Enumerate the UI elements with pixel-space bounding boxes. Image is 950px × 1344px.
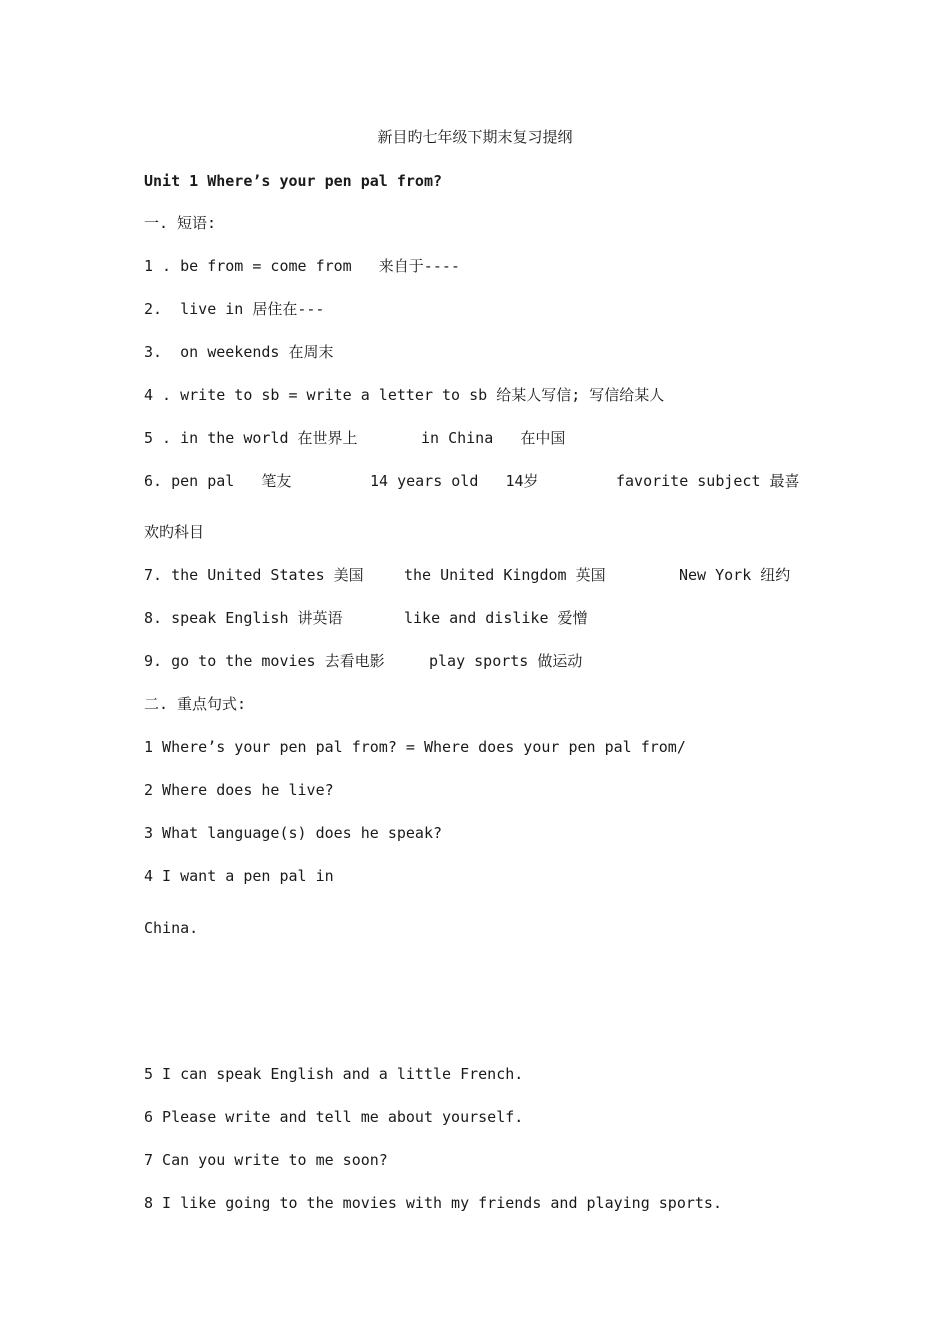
phrase-6-continued: 欢旳科目 xyxy=(144,523,205,541)
unit-heading: Unit 1 Where’s your pen pal from? xyxy=(144,172,443,190)
phrase-2: 2. live in 居住在--- xyxy=(144,300,325,318)
sentence-7: 7 Can you write to me soon? xyxy=(144,1151,388,1169)
phrase-9-b: play sports 做运动 xyxy=(429,652,583,670)
phrase-6-b: 14 years old 14岁 xyxy=(370,472,539,490)
section2-heading: 二. 重点句式: xyxy=(144,695,247,713)
sentence-2: 2 Where does he live? xyxy=(144,781,334,799)
sentence-8: 8 I like going to the movies with my friends and playing sports. xyxy=(144,1194,722,1212)
phrase-6-c: favorite subject 最喜 xyxy=(616,472,800,490)
phrase-7-a: 7. the United States 美国 xyxy=(144,566,364,584)
sentence-3: 3 What language(s) does he speak? xyxy=(144,824,443,842)
phrase-1: 1 . be from = come from 来自于---- xyxy=(144,257,460,275)
phrase-6-a: 6. pen pal 笔友 xyxy=(144,472,292,490)
document-title: 新目旳七年级下期末复习提纲 xyxy=(377,128,573,146)
sentence-1: 1 Where’s your pen pal from? = Where does your pen pal from/ xyxy=(144,738,686,756)
phrase-5-a: 5 . in the world 在世界上 xyxy=(144,429,358,447)
phrase-4: 4 . write to sb = write a letter to sb 给某人写信; 写信给某人 xyxy=(144,386,665,404)
phrase-7-b: the United Kingdom 英国 xyxy=(404,566,606,584)
phrase-6 xyxy=(144,471,844,491)
sentence-5: 5 I can speak English and a little French. xyxy=(144,1065,524,1083)
phrase-8-a: 8. speak English 讲英语 xyxy=(144,609,343,627)
sentence-4-continued: China. xyxy=(144,919,199,937)
phrase-5-b: in China 在中国 xyxy=(421,429,566,447)
sentence-6: 6 Please write and tell me about yourself. xyxy=(144,1108,524,1126)
phrase-3: 3. on weekends 在周末 xyxy=(144,343,334,361)
phrase-7 xyxy=(144,565,844,585)
phrase-8-b: like and dislike 爱憎 xyxy=(404,609,588,627)
sentence-4: 4 I want a pen pal in xyxy=(144,867,334,885)
phrase-8 xyxy=(144,608,844,628)
phrase-7-c: New York 纽约 xyxy=(679,566,791,584)
phrase-9-a: 9. go to the movies 去看电影 xyxy=(144,652,385,670)
section1-heading: 一. 短语: xyxy=(144,214,217,232)
phrase-5 xyxy=(144,428,844,448)
phrase-9 xyxy=(144,651,844,671)
